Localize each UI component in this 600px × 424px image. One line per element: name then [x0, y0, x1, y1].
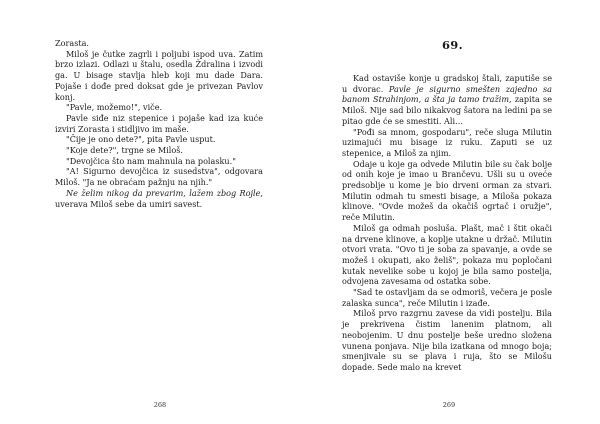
- paragraph: [342, 287, 552, 308]
- paragraph: [342, 159, 552, 223]
- text-run: Pavle siđe niz stepenice i pojaše kad iza kuće izviri Zorasta i stidljivo im maše.: [55, 112, 263, 134]
- text-run: Odaje u koje ga odvede Milutin bile su čak bolje od onih koje je imao u Brančevu. Ušli su u oveće predsoblje u kome je bio drveni orman za stvari. Milutin odmah tu smesti bisage, a Miloša pokaza klinove. "Ovde možeš da okačiš ogrtač i oružje", reče Milutin.: [342, 158, 552, 223]
- italic-text: Pavle je sigurno smešten zajedno sa banom Strahinjom, a šta ja tamo tražim,: [342, 83, 552, 105]
- paragraph: [55, 38, 263, 49]
- paragraph: [55, 145, 263, 156]
- text-run: "Čije je ono dete?", pita Pavle usput.: [66, 134, 216, 145]
- paragraph: [342, 223, 552, 287]
- text-run: "Sad te ostavljam da se odmoriš, večera je posle zalaska sunca", reče Milutin i izađe.: [342, 287, 552, 308]
- text-run: Miloš ga odmah posluša. Plašt, mač i štit okači na drvene klinove, a koplje utakne u držač. Milutin otvori vrata. "Ovo ti je soba za spavanje, a ovde se možeš i okupati, ako želiš", pokaza mu popločani kutak nevelike sobe u kojoj je bila samo postelja, odvojena zavesama od ostatka sobe.: [342, 222, 552, 287]
- text-run: "Devojčica što nam mahnula na polasku.": [66, 155, 236, 166]
- text-run: Kad ostaviše konje u gradskoj štali, zaputiše se u dvorac.: [342, 73, 552, 94]
- paragraph: [342, 127, 552, 159]
- italic-text: Ne želim nikog da prevarim, lažem zbog Rojle,: [66, 187, 263, 198]
- page-number-right: 269: [442, 401, 456, 409]
- chapter-number: 69.: [442, 38, 463, 52]
- text-run: Miloš je čutke zagrli i poljubi ispod uva. Zatim brzo izlazi. Odlazi u štalu, osedla Ždralina i izvodi ga. U bisage stavlja hleb koji mu dade Dara. Pojaše i dođe pred doksat gde je privezan Pavlov konj.: [55, 48, 263, 102]
- text-run: Zorasta.: [55, 38, 89, 48]
- paragraph: [55, 188, 263, 209]
- paragraph: [55, 156, 263, 167]
- text-run: uverava Miloš sebe da umiri savest.: [55, 198, 203, 209]
- right-page: [300, 0, 600, 424]
- text-run: "Pođi sa mnom, gospodaru", reče sluga Milutin uzimajući mu bisage iz ruku. Zaputi se uz stepenice, a Miloš za njim.: [342, 126, 552, 158]
- page-number-left: 268: [153, 401, 167, 409]
- paragraph: [55, 49, 263, 103]
- text-run: "A! Sigurno devojčica iz susedstva", odgovara Miloš. "Ja ne obraćam pažnju na njih.": [55, 166, 263, 188]
- text-run: Miloš prvo razgrnu zavese da vidi postelju. Bila je prekrivena čistim lanenim platnom, ali neobojenim. U dnu postelje beše uredno složena vunena ponjava. Nije bila izatkana od mnogo boja; smenjivale su se plava i ruja, što se Milošu dopade. Sede malo na krevet: [342, 308, 552, 372]
- paragraph: [55, 166, 263, 187]
- paragraph: [342, 308, 552, 372]
- paragraph: [342, 73, 552, 127]
- paragraph: [55, 113, 263, 134]
- text-run: "Koje dete?", trgne se Miloš.: [66, 145, 183, 156]
- text-run: zapita se Miloš. Nije sad bilo nikakvog šatora na ledini pa se pitao gde će se smestiti. Ali…: [342, 94, 552, 126]
- paragraph: [55, 134, 263, 145]
- left-page-text: [55, 38, 263, 209]
- right-page-text: [342, 73, 552, 373]
- text-run: "Pavle, možemo!", viče.: [66, 102, 163, 113]
- paragraph: [55, 102, 263, 113]
